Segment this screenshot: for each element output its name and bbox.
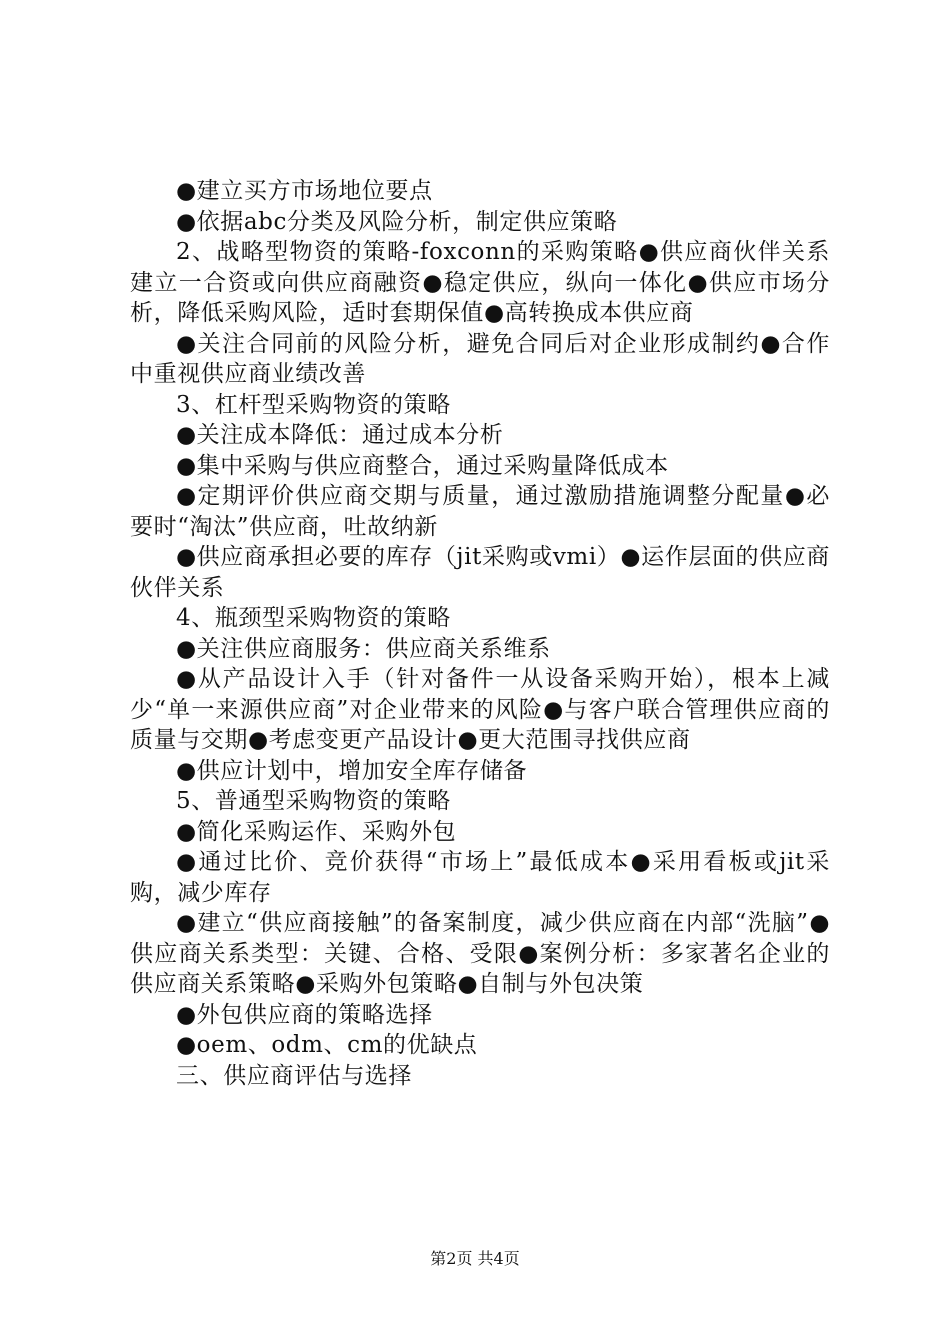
- document-body: [130, 176, 830, 1091]
- paragraph: ●建立买方市场地位要点: [176, 178, 433, 204]
- paragraph: ●依据abc分类及风险分析，制定供应策略: [176, 208, 618, 235]
- paragraph: ●简化采购运作、采购外包: [176, 818, 457, 845]
- paragraph: ●从产品设计入手（针对备件一从设备采购开始），根本上减少“单一来源供应商”对企业带来的风险●与客户联合管理供应商的质量与交期●考虑变更产品设计●更大范围寻找供应商: [130, 666, 830, 753]
- paragraph: ●外包供应商的策略选择: [176, 1001, 433, 1028]
- paragraph: ●建立“供应商接触”的备案制度，减少供应商在内部“洗脑”●供应商关系类型：关键、合格、受限●案例分析：多家著名企业的供应商关系策略●采购外包策略●自制与外包决策: [130, 910, 830, 997]
- page-number-footer: 第2页 共4页: [430, 1249, 520, 1268]
- paragraph: ●供应计划中，增加安全库存储备: [176, 757, 528, 784]
- paragraph: ●oem、odm、cm的优缺点: [176, 1032, 478, 1058]
- paragraph: ●关注成本降低：通过成本分析: [176, 422, 504, 448]
- section-heading: 5、普通型采购物资的策略: [176, 788, 451, 814]
- section-heading: 3、杠杆型采购物资的策略: [176, 391, 451, 418]
- paragraph: 2、战略型物资的策略-foxconn的采购策略●供应商伙伴关系建立一合资或向供应商融资●稳定供应，纵向一体化●供应市场分析，降低采购风险，适时套期保值●高转换成本供应商: [130, 239, 830, 326]
- paragraph: ●通过比价、竞价获得“市场上”最低成本●采用看板或jit采购，减少库存: [130, 849, 830, 906]
- paragraph: ●关注供应商服务：供应商关系维系: [176, 635, 551, 662]
- paragraph: ●供应商承担必要的库存（jit采购或vmi）●运作层面的供应商伙伴关系: [130, 544, 830, 601]
- section-heading: 三、供应商评估与选择: [176, 1062, 412, 1089]
- paragraph: ●关注合同前的风险分析，避免合同后对企业形成制约●合作中重视供应商业绩改善: [130, 330, 830, 387]
- paragraph: ●集中采购与供应商整合，通过采购量降低成本: [176, 452, 669, 479]
- section-heading: 4、瓶颈型采购物资的策略: [176, 605, 451, 631]
- paragraph: ●定期评价供应商交期与质量，通过激励措施调整分配量●必要时“淘汰”供应商，吐故纳新: [130, 483, 830, 540]
